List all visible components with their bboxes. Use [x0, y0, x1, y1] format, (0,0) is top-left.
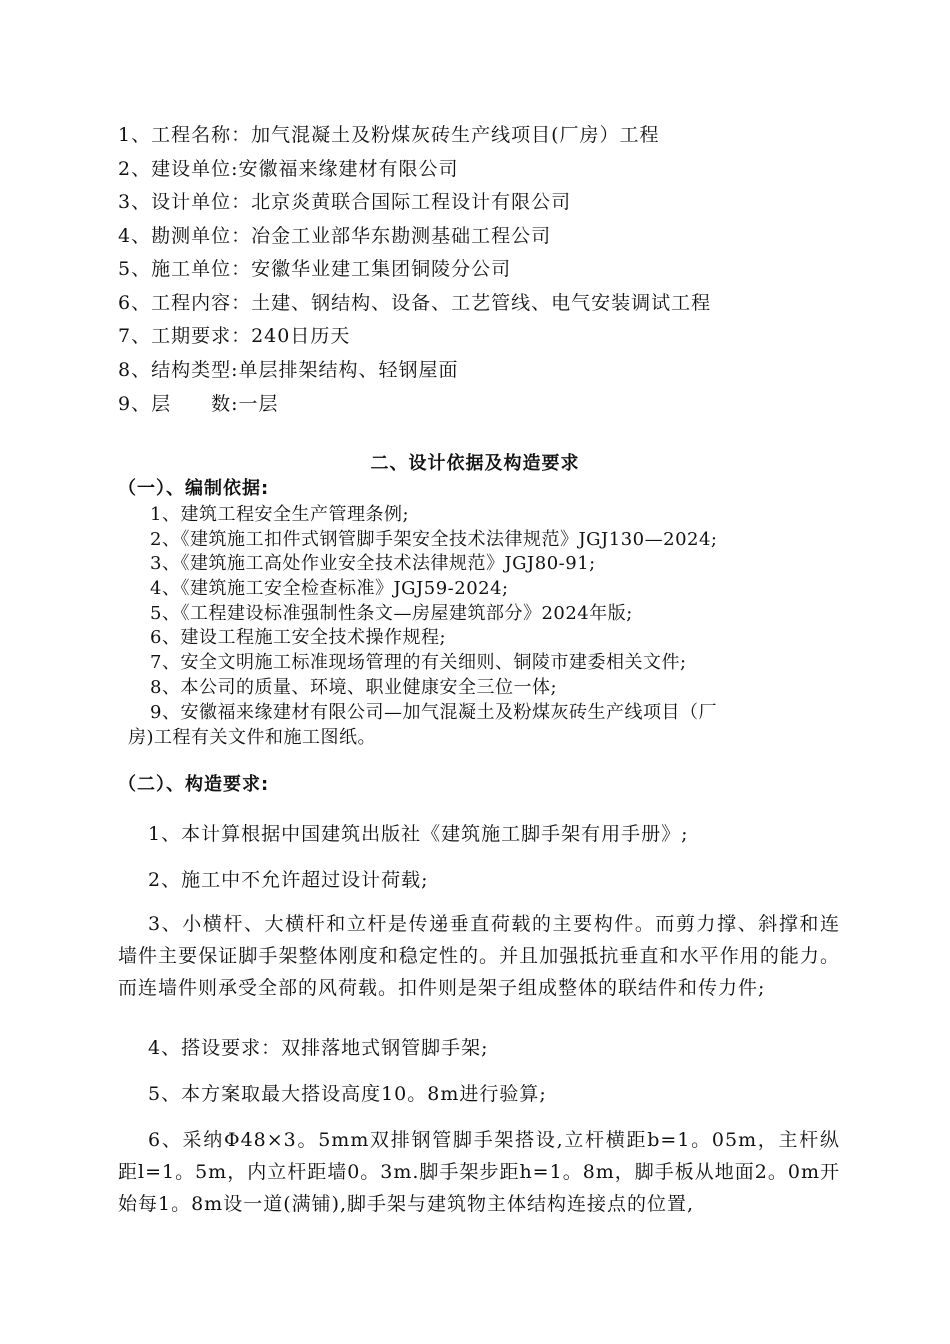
basis-item-continuation: 房)工程有关文件和施工图纸。	[128, 727, 377, 748]
construction-para: 1、本计算根据中国建筑出版社《建筑施工脚手架有用手册》;	[148, 823, 689, 845]
section-title: 二、设计依据及构造要求	[370, 453, 580, 474]
construction-para: 3、小横杆、大横杆和立杆是传递垂直荷载的主要构件。而剪力撑、斜撑和连墙件主要保证脚手架整体刚度和稳定性的。并且加强抵抗垂直和水平作用的能力。而连墙件则承受全部的风荷载。扣件则是架子组成整体的联结件和传力件;	[118, 913, 840, 999]
construction-heading: （二）、构造要求:	[118, 774, 270, 795]
basis-item: 6、建设工程施工安全技术操作规程;	[150, 627, 447, 648]
info-surveyor: 4、勘测单位：冶金工业部华东勘测基础工程公司	[118, 225, 552, 247]
info-contractor: 5、施工单位：安徽华业建工集团铜陵分公司	[118, 258, 512, 280]
info-scope: 6、工程内容：土建、钢结构、设备、工艺管线、电气安装调试工程	[118, 292, 712, 314]
basis-item: 9、安徽福来缘建材有限公司—加气混凝土及粉煤灰砖生产线项目（厂	[150, 702, 717, 723]
basis-item: 4、《建筑施工安全检查标准》JGJ59-2024;	[150, 578, 509, 599]
construction-para: 5、本方案取最大搭设高度10。8m进行验算;	[148, 1083, 547, 1105]
basis-item: 7、安全文明施工标准现场管理的有关细则、铜陵市建委相关文件;	[150, 652, 687, 673]
info-structure: 8、结构类型:单层排架结构、轻钢屋面	[118, 359, 459, 381]
basis-item: 1、建筑工程安全生产管理条例;	[150, 504, 410, 525]
construction-para: 4、搭设要求：双排落地式钢管脚手架;	[148, 1037, 489, 1059]
construction-para: 6、采纳Φ48×3。5mm双排钢管脚手架搭设,立杆横距b=1。05m，主杆纵距l=1。5m，内立杆距墙0。3m.脚手架步距h=1。8m，脚手板从地面2。0m开始每1。8m设一道(满铺),脚手架与建筑物主体结构连接点的位置,	[118, 1129, 840, 1215]
basis-item: 2、《建筑施工扣件式钢管脚手架安全技术法律规范》JGJ130—2024;	[150, 529, 718, 550]
info-owner: 2、建设单位:安徽福来缘建材有限公司	[118, 158, 459, 180]
info-duration: 7、工期要求：240日历天	[118, 325, 351, 347]
basis-item: 3、《建筑施工高处作业安全技术法律规范》JGJ80-91;	[150, 553, 596, 574]
info-designer: 3、设计单位：北京炎黄联合国际工程设计有限公司	[118, 191, 572, 213]
basis-item: 5、《工程建设标准强制性条文—房屋建筑部分》2024年版;	[150, 603, 633, 624]
info-floors: 9、层 数:一层	[118, 393, 279, 415]
basis-heading: （一）、编制依据:	[118, 478, 270, 499]
info-project-name: 1、工程名称：加气混凝土及粉煤灰砖生产线项目(厂房）工程	[118, 124, 660, 146]
construction-para: 2、施工中不允许超过设计荷载;	[148, 869, 429, 891]
basis-item: 8、本公司的质量、环境、职业健康安全三位一体;	[150, 677, 558, 698]
